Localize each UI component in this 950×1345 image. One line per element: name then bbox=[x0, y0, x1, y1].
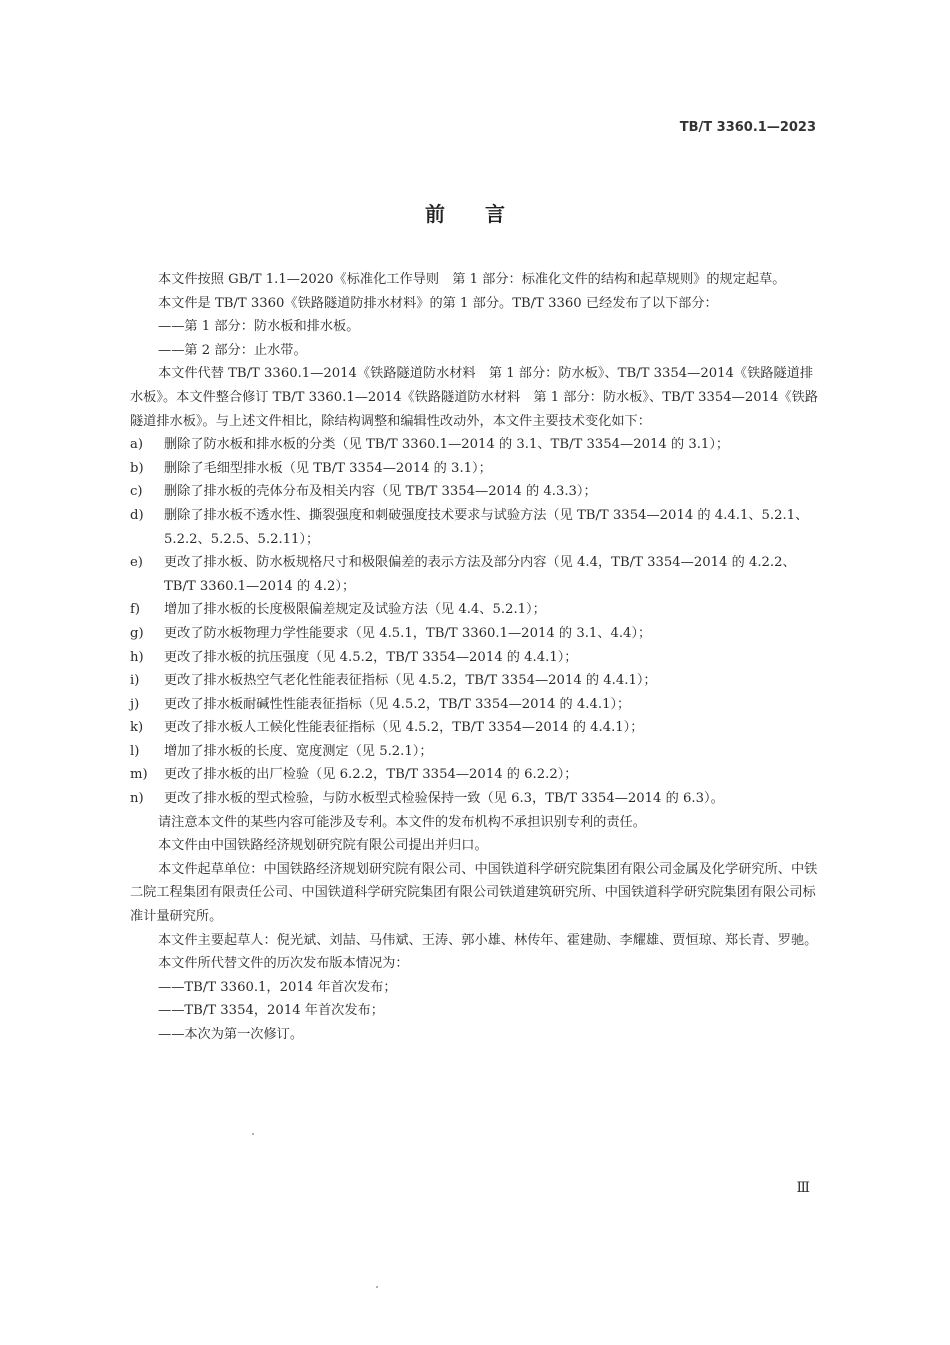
list-item-text: 更改了排水板的出厂检验（见 6.2.2，TB/T 3354—2014 的 6.2.2）； bbox=[164, 767, 578, 783]
paragraph: 请注意本文件的某些内容可能涉及专利。本文件的发布机构不承担识别专利的责任。 bbox=[158, 814, 646, 830]
list-item-text: 增加了排水板的长度、宽度测定（见 5.2.1）； bbox=[164, 743, 433, 759]
list-item bbox=[130, 551, 820, 598]
list-item bbox=[130, 716, 820, 740]
list-item-text: 更改了防水板物理力学性能要求（见 4.5.1，TB/T 3360.1—2014 的 3.1、4.4）； bbox=[164, 625, 652, 641]
list-item-text: 更改了排水板、防水板规格尺寸和极限偏差的表示方法及部分内容（见 4.4，TB/T 3354—2014 的 4.2.2、TB/T 3360.1—2014 的 4.2）； bbox=[164, 555, 796, 594]
list-item bbox=[130, 693, 820, 717]
part-list-item: ——第 2 部分：止水带。 bbox=[158, 342, 307, 358]
list-item bbox=[130, 622, 820, 646]
list-item bbox=[130, 598, 820, 622]
paragraph: 本文件所代替文件的历次发布版本情况为： bbox=[158, 956, 409, 972]
list-item-text: 更改了排水板热空气老化性能表征指标（见 4.5.2，TB/T 3354—2014 的 4.4.1）； bbox=[164, 673, 657, 689]
list-item-label: g) bbox=[130, 625, 144, 641]
paragraph: 本文件代替 TB/T 3360.1—2014《铁路隧道防水材料 第 1 部分：防水板》、TB/T 3354—2014《铁路隧道排水板》。本文件整合修订 TB/T 3360.1—2014《铁路隧道防水材料 第 1 部分：防水板》、TB/T 3354—2014《铁路隧道排水板》。与上述文件相比，除结构调整和编辑性改动外，本文件主要技术变化如下： bbox=[130, 366, 818, 429]
scan-speck bbox=[252, 1133, 254, 1135]
list-item-text: 更改了排水板耐碱性性能表征指标（见 4.5.2，TB/T 3354—2014 的 4.4.1）； bbox=[164, 696, 631, 712]
paragraph: 本文件起草单位：中国铁路经济规划研究院有限公司、中国铁道科学研究院集团有限公司金属及化学研究所、中铁二院工程集团有限责任公司、中国铁道科学研究院集团有限公司铁道建筑研究所、中国铁道科学研究院集团有限公司标准计量研究所。 bbox=[130, 861, 818, 925]
list-item-label: k) bbox=[130, 720, 144, 736]
list-item-label: n) bbox=[130, 791, 144, 807]
changes-list bbox=[130, 433, 820, 811]
list-item bbox=[130, 763, 820, 787]
part-list-item: ——第 1 部分：防水板和排水板。 bbox=[158, 319, 360, 335]
list-item-label: m) bbox=[130, 767, 148, 783]
list-item-text: 删除了排水板的壳体分布及相关内容（见 TB/T 3354—2014 的 4.3.3）； bbox=[164, 484, 597, 500]
paragraph: 本文件按照 GB/T 1.1—2020《标准化工作导则 第 1 部分：标准化文件的结构和起草规则》的规定起草。 bbox=[158, 272, 786, 287]
list-item bbox=[130, 457, 820, 481]
list-item bbox=[130, 433, 820, 457]
list-item-label: e) bbox=[130, 555, 143, 571]
list-item-text: 更改了排水板人工候化性能表征指标（见 4.5.2，TB/T 3354—2014 的 4.4.1）； bbox=[164, 720, 644, 736]
list-item-label: a) bbox=[130, 437, 144, 453]
page-title: 前言 bbox=[425, 202, 545, 226]
list-item bbox=[130, 669, 820, 693]
list-item-label: c) bbox=[130, 484, 143, 500]
list-item-text: 增加了排水板的长度极限偏差规定及试验方法（见 4.4、5.2.1）； bbox=[164, 602, 546, 618]
history-item: ——本次为第一次修订。 bbox=[158, 1027, 304, 1042]
history-item: ——TB/T 3354，2014 年首次发布； bbox=[158, 1003, 384, 1019]
foreword-body bbox=[130, 268, 820, 1047]
list-item-label: j) bbox=[130, 696, 140, 712]
list-item-label: b) bbox=[130, 460, 144, 476]
list-item-label: l) bbox=[130, 743, 140, 759]
list-item-text: 更改了排水板的型式检验，与防水板型式检验保持一致（见 6.3，TB/T 3354—2014 的 6.3）。 bbox=[164, 791, 724, 807]
list-item-label: h) bbox=[130, 649, 144, 665]
history-item: ——TB/T 3360.1，2014 年首次发布； bbox=[158, 979, 397, 995]
scan-speck bbox=[376, 1286, 378, 1288]
list-item-label: f) bbox=[130, 602, 141, 618]
list-item-text: 删除了毛细型排水板（见 TB/T 3354—2014 的 3.1）； bbox=[164, 460, 492, 476]
paragraph: 本文件主要起草人：倪光斌、刘喆、马伟斌、王涛、郭小雄、林传年、霍建勋、李耀雄、贾恒琼、郑长青、罗驰。 bbox=[158, 932, 818, 948]
document-id: TB/T 3360.1—2023 bbox=[679, 120, 816, 135]
list-item-label: i) bbox=[130, 673, 140, 689]
list-item-label: d) bbox=[130, 507, 144, 523]
list-item-text: 更改了排水板的抗压强度（见 4.5.2，TB/T 3354—2014 的 4.4.1）； bbox=[164, 649, 578, 665]
list-item bbox=[130, 740, 820, 764]
list-item bbox=[130, 480, 820, 504]
list-item bbox=[130, 646, 820, 670]
list-item bbox=[130, 787, 820, 811]
list-item bbox=[130, 504, 820, 551]
paragraph: 本文件由中国铁路经济规划研究院有限公司提出并归口。 bbox=[158, 838, 488, 854]
list-item-text: 删除了排水板不透水性、撕裂强度和刺破强度技术要求与试验方法（见 TB/T 3354—2014 的 4.4.1、5.2.1、5.2.2、5.2.5、5.2.11）； bbox=[164, 507, 809, 547]
list-item-text: 删除了防水板和排水板的分类（见 TB/T 3360.1—2014 的 3.1、TB/T 3354—2014 的 3.1）； bbox=[164, 437, 730, 453]
page-number: Ⅲ bbox=[796, 1180, 810, 1196]
paragraph: 本文件是 TB/T 3360《铁路隧道防排水材料》的第 1 部分。TB/T 3360 已经发布了以下部分： bbox=[158, 295, 718, 311]
